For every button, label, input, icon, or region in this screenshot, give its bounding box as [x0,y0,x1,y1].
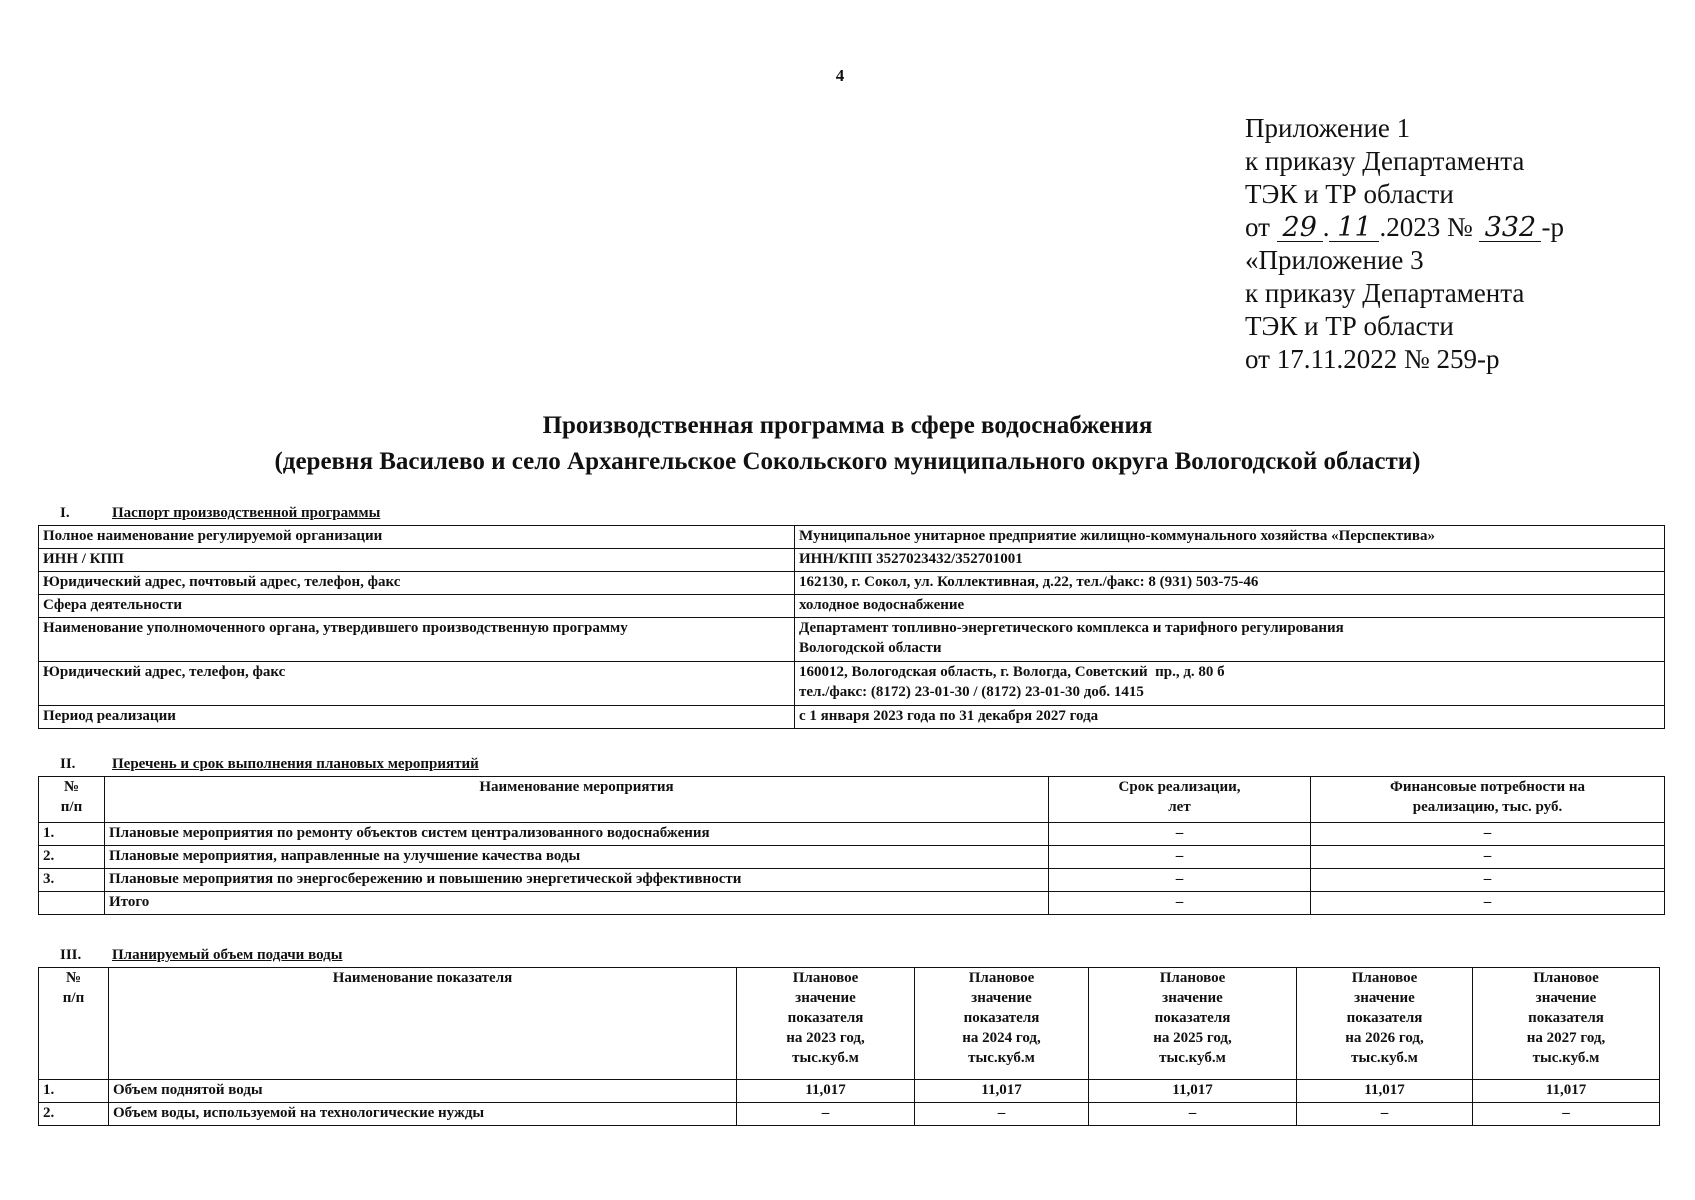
row-number: 1. [39,1080,109,1103]
indicator-name: Объем воды, используемой на технологические нужды [109,1103,737,1126]
event-finance: – [1311,869,1665,892]
row-number: 2. [39,1103,109,1126]
order-dot: . [1322,212,1330,242]
title-line-2: (деревня Василево и село Архангельское Сокольского муниципального округа Вологодской области) [274,448,1421,475]
table-row [39,869,1665,892]
table-row [39,618,1665,662]
column-header: Наименование мероприятия [105,777,1049,823]
value-2027: 11,017 [1473,1080,1660,1103]
water-volume-table [38,967,1660,1126]
value-2025: – [1089,1103,1297,1126]
passport-key: Юридический адрес, телефон, факс [39,662,795,706]
appendix-line: от 17.11.2022 № 259-р [1245,344,1500,374]
appendix-line: к приказу Департамента [1245,278,1525,308]
passport-table [38,525,1665,729]
table-row [39,1103,1660,1126]
event-finance: – [1311,823,1665,846]
table-row [39,892,1665,915]
passport-value: 162130, г. Сокол, ул. Коллективная, д.22, тел./факс: 8 (931) 503-75-46 [795,572,1665,595]
value-2027: – [1473,1103,1660,1126]
passport-key: ИНН / КПП [39,549,795,572]
table-row [39,823,1665,846]
column-header: Наименование показателя [109,968,737,1080]
section-title: Перечень и срок выполнения плановых мероприятий [112,756,479,772]
passport-value: Департамент топливно-энергетического комплекса и тарифного регулирования Вологодской области [795,618,1665,662]
section-title: Паспорт производственной программы [112,505,381,521]
section-2-heading [60,756,479,773]
value-2026: 11,017 [1297,1080,1473,1103]
appendix-line: «Приложение 3 [1245,245,1424,275]
value-2026: – [1297,1103,1473,1126]
event-finance: – [1311,846,1665,869]
table-row [39,595,1665,618]
passport-key: Наименование уполномоченного органа, утвердившего производственную программу [39,618,795,662]
column-header: Плановое значение показателя на 2027 год, тыс.куб.м [1473,968,1660,1080]
table-row [39,1080,1660,1103]
event-name: Плановые мероприятия, направленные на улучшение качества воды [105,846,1049,869]
value-2023: 11,017 [737,1080,915,1103]
column-header: № п/п [39,968,109,1080]
section-number: I. [60,505,70,521]
events-table [38,776,1665,915]
table-header-row [39,968,1660,1080]
order-date-line [1245,211,1564,244]
event-term: – [1049,846,1311,869]
event-term: – [1049,869,1311,892]
passport-value: холодное водоснабжение [795,595,1665,618]
column-header: Плановое значение показателя на 2026 год, тыс.куб.м [1297,968,1473,1080]
order-number-handwritten: 332 [1479,215,1541,242]
appendix-line: ТЭК и ТР области [1245,179,1454,209]
appendix-line: к приказу Департамента [1245,146,1525,176]
section-number: II. [60,756,76,772]
row-number: 1. [39,823,105,846]
appendix-line: ТЭК и ТР области [1245,311,1454,341]
order-month-handwritten: 11 [1329,215,1379,242]
column-header: Срок реализации, лет [1049,777,1311,823]
order-suffix: -р [1541,212,1564,242]
column-header: № п/п [39,777,105,823]
value-2024: – [915,1103,1089,1126]
passport-value: с 1 января 2023 года по 31 декабря 2027 года [795,706,1665,729]
passport-key: Сфера деятельности [39,595,795,618]
passport-key: Полное наименование регулируемой организации [39,526,795,549]
event-name: Итого [105,892,1049,915]
table-row [39,549,1665,572]
event-term: – [1049,823,1311,846]
section-title: Планируемый объем подачи воды [112,947,343,963]
table-header-row [39,777,1665,823]
section-number: III. [60,947,82,963]
row-number: 2. [39,846,105,869]
event-finance: – [1311,892,1665,915]
appendix-line: Приложение 1 [1245,113,1411,143]
table-row [39,572,1665,595]
table-row [39,706,1665,729]
event-name: Плановые мероприятия по энергосбережению и повышению энергетической эффективности [105,869,1049,892]
page-number: 4 [835,66,845,85]
row-number [39,892,105,915]
passport-value: 160012, Вологодская область, г. Вологда, Советский пр., д. 80 б тел./факс: (8172) 23-01-30 / (8172) 23-01-30 доб. 1415 [795,662,1665,706]
section-3-heading [60,947,342,964]
appendix-block [1245,112,1564,376]
title-line-1: Производственная программа в сфере водоснабжения [542,412,1153,439]
passport-key: Юридический адрес, почтовый адрес, телефон, факс [39,572,795,595]
table-row [39,526,1665,549]
value-2024: 11,017 [915,1080,1089,1103]
row-number: 3. [39,869,105,892]
value-2025: 11,017 [1089,1080,1297,1103]
column-header: Плановое значение показателя на 2024 год, тыс.куб.м [915,968,1089,1080]
order-day-handwritten: 29 [1277,215,1323,242]
passport-value: ИНН/КПП 3527023432/352701001 [795,549,1665,572]
table-row [39,662,1665,706]
event-term: – [1049,892,1311,915]
value-2023: – [737,1103,915,1126]
column-header: Плановое значение показателя на 2025 год, тыс.куб.м [1089,968,1297,1080]
order-prefix: от [1245,212,1270,242]
table-row [39,846,1665,869]
event-name: Плановые мероприятия по ремонту объектов систем централизованного водоснабжения [105,823,1049,846]
order-year: .2023 № [1379,212,1473,242]
passport-value: Муниципальное унитарное предприятие жилищно-коммунального хозяйства «Перспектива» [795,526,1665,549]
document-title [0,408,1695,480]
passport-key: Период реализации [39,706,795,729]
section-1-heading [60,505,380,522]
column-header: Плановое значение показателя на 2023 год, тыс.куб.м [737,968,915,1080]
indicator-name: Объем поднятой воды [109,1080,737,1103]
column-header: Финансовые потребности на реализацию, тыс. руб. [1311,777,1665,823]
